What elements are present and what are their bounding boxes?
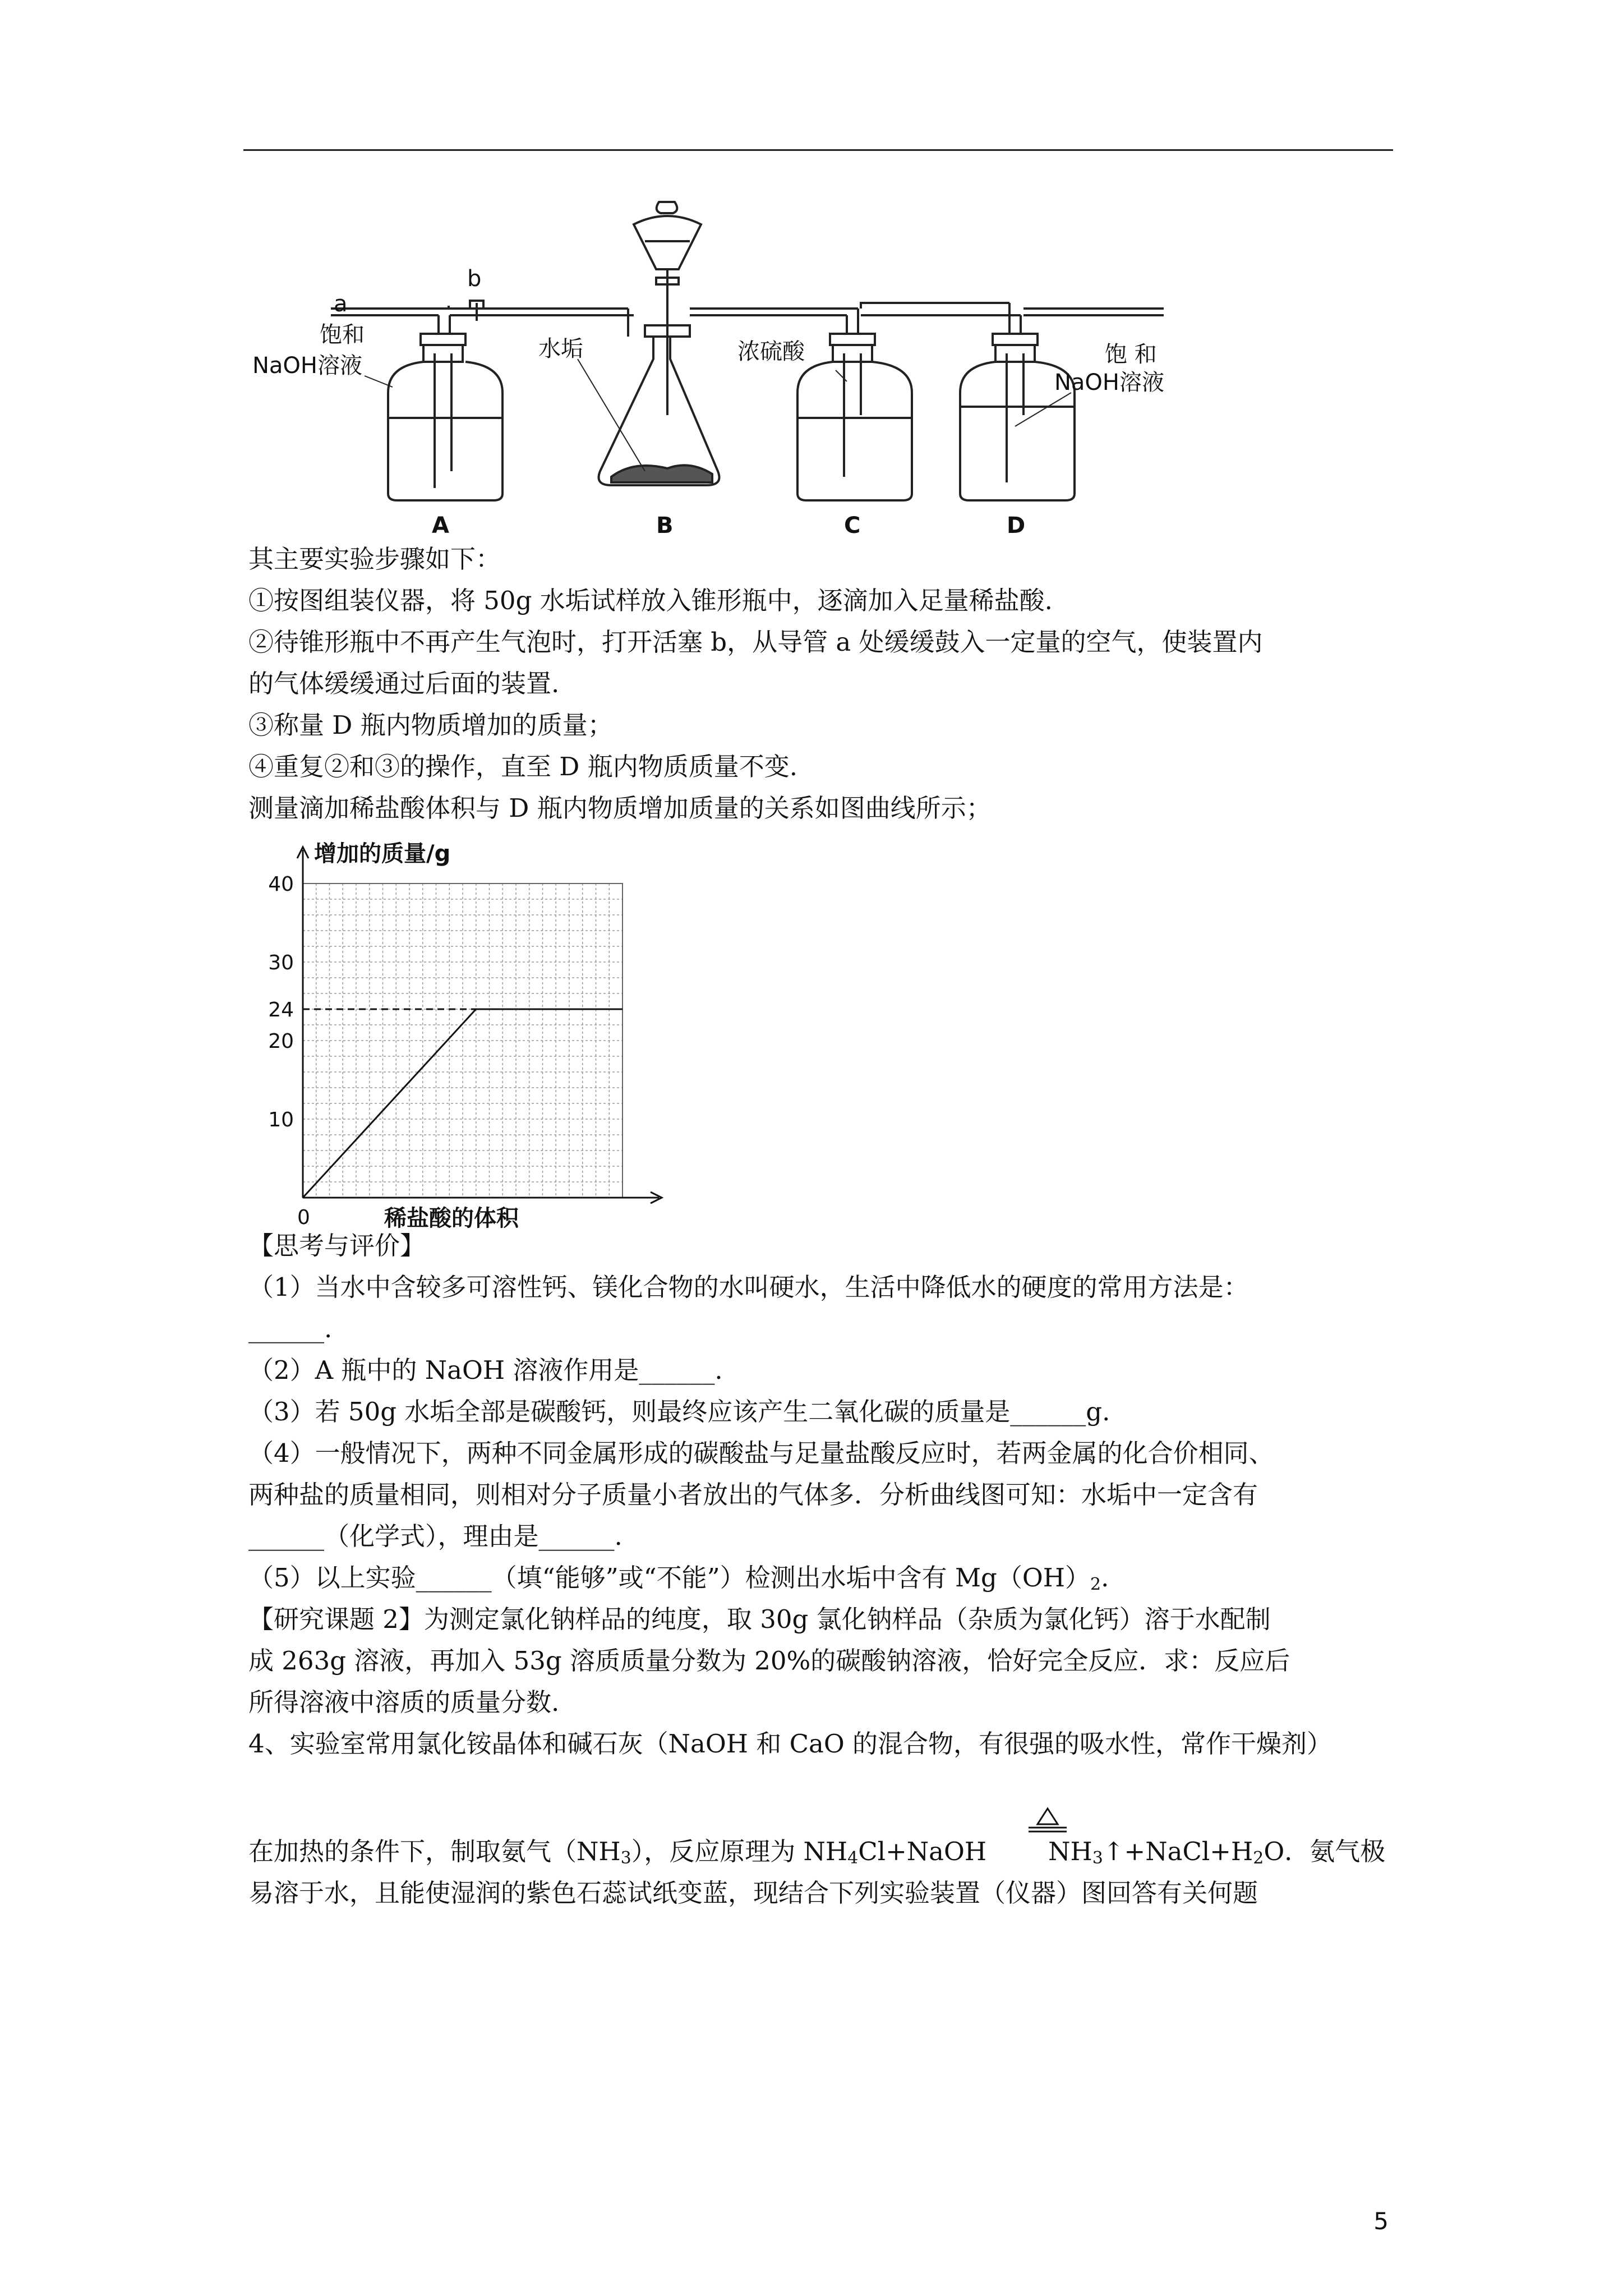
label-acid-c: 浓硫酸 bbox=[737, 339, 805, 365]
chart-ylabel: 增加的质量/g bbox=[314, 841, 451, 867]
label-naoh-right-1: 饱 和 bbox=[1105, 342, 1157, 367]
label-naoh-left-2: NaOH溶液 bbox=[252, 353, 362, 379]
research-2b: 成 263g 溶液，再加入 53g 溶质质量分数为 20%的碳酸钠溶液，恰好完全反应．求：反应后 bbox=[248, 1646, 1290, 1676]
y-tick-label: 30 bbox=[268, 951, 294, 974]
step-1: ①按图组装仪器，将 50g 水垢试样放入锥形瓶中，逐滴加入足量稀盐酸. bbox=[248, 586, 1053, 615]
chart-origin-label: 0 bbox=[297, 1206, 310, 1229]
bottle-c bbox=[797, 303, 1021, 500]
problem-4a: 4、实验室常用氯化铵晶体和碱石灰（NaOH 和 CaO 的混合物，有很强的吸水性，常作干燥剂） bbox=[248, 1729, 1332, 1759]
bottle-label-b: B bbox=[656, 513, 674, 539]
question-4b: 两种盐的质量相同，则相对分子质量小者放出的气体多．分析曲线图可知：水垢中一定含有 bbox=[248, 1480, 1258, 1510]
label-naoh-left-1: 饱和 bbox=[320, 322, 365, 348]
question-1b: ______. bbox=[248, 1314, 333, 1343]
problem-4c: 易溶于水，且能使湿润的紫色石蕊试纸变蓝，现结合下列实验装置（仪器）图回答有关何题 bbox=[248, 1878, 1258, 1908]
question-4a: （4）一般情况下，两种不同金属形成的碳酸盐与足量盐酸反应时，若两金属的化合价相同、 bbox=[248, 1438, 1274, 1468]
step-2b: 的气体缓缓通过后面的装置. bbox=[248, 669, 560, 698]
page-number: 5 bbox=[1373, 2207, 1389, 2235]
inlet-tube-a bbox=[331, 306, 449, 309]
research-2a: 【研究课题 2】为测定氯化钠样品的纯度，取 30g 氯化钠样品（杂质为氯化钙）溶于水配制 bbox=[248, 1604, 1271, 1634]
chart-grid bbox=[303, 884, 623, 1198]
label-a: a bbox=[334, 291, 348, 317]
question-3: （3）若 50g 水垢全部是碳酸钙，则最终应该产生二氧化碳的质量是______g. bbox=[248, 1397, 1110, 1427]
step-3: ③称量 D 瓶内物质增加的质量； bbox=[248, 710, 613, 740]
step-5: 测量滴加稀盐酸体积与 D 瓶内物质增加质量的关系如图曲线所示； bbox=[248, 793, 992, 823]
bottle-label-a: A bbox=[432, 513, 449, 539]
label-b: b bbox=[467, 266, 482, 292]
chart-xlabel: 稀盐酸的体积 bbox=[384, 1205, 519, 1231]
label-naoh-right-2: NaOH溶液 bbox=[1054, 370, 1164, 395]
y-tick-label: 10 bbox=[268, 1108, 294, 1131]
y-tick-label: 40 bbox=[268, 873, 294, 896]
bottle-d bbox=[960, 303, 1164, 500]
steps-intro: 其主要实验步骤如下： bbox=[248, 544, 501, 574]
question-5: （5）以上实验______（填“能够”或“不能”）检测出水垢中含有 $Mg(OH)_2$. bbox=[248, 1563, 1109, 1594]
step-2a: ②待锥形瓶中不再产生气泡时，打开活塞 b，从导管 a 处缓缓鼓入一定量的空气，使装置内 bbox=[248, 627, 1263, 657]
label-scale: 水垢 bbox=[538, 336, 583, 362]
question-1a: （1）当水中含较多可溶性钙、镁化合物的水叫硬水，生活中降低水的硬度的常用方法是： bbox=[248, 1272, 1249, 1302]
bottle-label-d: D bbox=[1007, 513, 1026, 539]
bottle-label-c: C bbox=[844, 513, 861, 539]
problem-4b: 在加热的条件下，制取氨气$(NH_3)$，反应原理为 $NH_4Cl+NaOH$ $NH_3↑+NaCl+H_2O$．氨气极 bbox=[248, 1837, 1386, 1868]
chart-ticks bbox=[268, 873, 294, 1131]
flask-b bbox=[599, 202, 859, 485]
question-4c: ______（化学式），理由是______. bbox=[248, 1521, 623, 1551]
bottle-a bbox=[388, 334, 502, 500]
y-tick-label: 24 bbox=[268, 999, 294, 1022]
apparatus-diagram bbox=[241, 191, 1195, 539]
mass-volume-chart bbox=[241, 836, 679, 1240]
heating-symbol-icon bbox=[1025, 1805, 1070, 1833]
header-rule bbox=[243, 149, 1393, 151]
research-2c: 所得溶液中溶质的质量分数. bbox=[248, 1687, 560, 1717]
section-heading: 【思考与评价】 bbox=[248, 1231, 426, 1260]
question-2: （2）A 瓶中的 NaOH 溶液作用是______. bbox=[248, 1355, 723, 1385]
step-4: ④重复②和③的操作，直至 D 瓶内物质质量不变. bbox=[248, 752, 797, 781]
y-tick-label: 20 bbox=[268, 1030, 294, 1053]
